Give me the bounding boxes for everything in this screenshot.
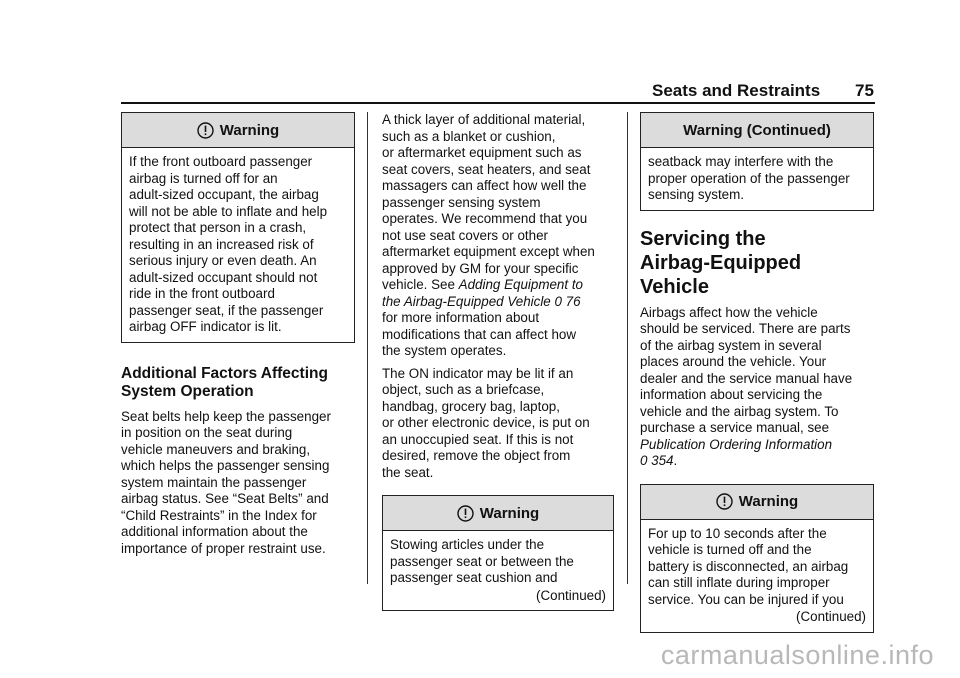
text-line: handbag, grocery bag, laptop, xyxy=(382,398,560,414)
warning-body xyxy=(122,148,354,342)
text-line: system maintain the passenger xyxy=(121,474,307,490)
text-line: Stowing articles under the xyxy=(390,537,545,552)
text-line: dealer and the service manual have xyxy=(640,370,853,386)
text-line: service. You can be injured if you xyxy=(648,591,844,607)
continued-label: (Continued) xyxy=(796,609,866,624)
text-line: vehicle and the airbag system. To xyxy=(640,403,839,419)
text-line: passenger sensing system xyxy=(382,194,541,210)
text-line: for more information about xyxy=(382,310,540,325)
text-line: will not be able to inflate and help xyxy=(129,203,328,219)
warning-icon xyxy=(457,505,474,522)
text-line: A thick layer of additional material, xyxy=(382,112,586,127)
text-line: information about servicing the xyxy=(640,387,823,402)
text-line: vehicle maneuvers and braking, xyxy=(121,441,311,457)
section-heading: Additional Factors Affecting xyxy=(121,364,328,382)
text-line: adult-sized occupant should not xyxy=(129,269,318,285)
text-line xyxy=(640,437,874,454)
text-line: in position on the seat during xyxy=(121,425,293,440)
warning-header xyxy=(641,113,873,148)
text-line: purchase a service manual, see xyxy=(640,420,830,435)
text-line: seatback may interfere with the xyxy=(648,154,834,169)
text-line: operates. We recommend that you xyxy=(382,211,588,226)
text-line: passenger seat cushion and xyxy=(390,570,558,585)
text-line: “Child Restraints” in the Index for xyxy=(121,507,317,523)
text-line xyxy=(382,294,614,311)
warning-body xyxy=(641,148,873,210)
text-line: If the front outboard passenger xyxy=(129,154,313,169)
warning-box xyxy=(382,495,614,611)
text-line: ride in the front outboard xyxy=(129,286,275,301)
text-line: massagers can affect how well the xyxy=(382,178,587,193)
warning-title: Warning xyxy=(219,121,280,139)
warning-box xyxy=(640,484,874,633)
text-line: For up to 10 seconds after the xyxy=(648,525,827,541)
text-line: modifications that can affect how xyxy=(382,326,577,342)
section-heading: Servicing the xyxy=(640,227,766,250)
text-line: the system operates. xyxy=(382,343,507,358)
column-1 xyxy=(121,112,355,557)
text-line: which helps the passenger sensing xyxy=(121,458,330,473)
text-line: places around the vehicle. Your xyxy=(640,354,827,369)
text-line: serious injury or even death. An xyxy=(129,253,317,268)
page-reference[interactable]: 0 76 xyxy=(554,293,581,309)
warning-box xyxy=(121,112,355,343)
warning-box-continued xyxy=(640,112,874,211)
cross-reference-link[interactable]: Adding Equipment to xyxy=(458,277,583,292)
text-line: object, such as a briefcase, xyxy=(382,382,545,397)
warning-header xyxy=(641,485,873,520)
header-rule xyxy=(121,102,875,104)
text-line: the seat. xyxy=(382,464,434,480)
text-line: of the airbag system in several xyxy=(640,337,822,353)
text-line: sensing system. xyxy=(648,187,745,202)
text-line: additional information about the xyxy=(121,524,308,539)
text-line: aftermarket equipment except when xyxy=(382,244,595,259)
cross-reference-link[interactable]: Publication Ordering Information xyxy=(640,436,833,452)
warning-body xyxy=(641,520,873,632)
page-reference[interactable]: 0 354 xyxy=(640,453,674,468)
page-number: 75 xyxy=(855,81,874,100)
section-heading: Airbag-Equipped Vehicle xyxy=(640,251,802,298)
text-line: airbag OFF indicator is lit. xyxy=(129,319,282,334)
text-line: vehicle is turned off and the xyxy=(648,542,812,557)
text-line: or other electronic device, is put on xyxy=(382,415,590,430)
column-2 xyxy=(382,112,614,611)
text-fragment: vehicle. See xyxy=(382,277,459,292)
warning-icon xyxy=(716,493,733,510)
text-line: resulting in an increased risk of xyxy=(129,236,314,252)
warning-body xyxy=(383,531,613,610)
warning-title: Warning (Continued) xyxy=(683,121,831,139)
column-divider xyxy=(627,112,628,584)
warning-title: Warning xyxy=(479,504,540,522)
text-line xyxy=(640,453,874,470)
text-line: seat covers, seat heaters, and seat xyxy=(382,161,591,177)
text-line: or aftermarket equipment such as xyxy=(382,145,582,160)
text-line: passenger seat or between the xyxy=(390,553,574,569)
text-line: airbag is turned off for an xyxy=(129,170,278,186)
text-line: airbag status. See “Seat Belts” and xyxy=(121,491,329,506)
text-line: such as a blanket or cushion, xyxy=(382,128,556,144)
text-line: The ON indicator may be lit if an xyxy=(382,365,574,381)
watermark: carmanualsonline.info xyxy=(660,640,934,670)
column-divider xyxy=(367,112,368,584)
text-line: battery is disconnected, an airbag xyxy=(648,558,849,574)
warning-icon xyxy=(197,122,214,139)
text-line: proper operation of the passenger xyxy=(648,170,850,186)
text-line: can still inflate during improper xyxy=(648,575,830,590)
section-heading: System Operation xyxy=(121,382,254,400)
section-title: Seats and Restraints xyxy=(652,81,821,100)
warning-header xyxy=(383,496,613,531)
warning-header xyxy=(122,113,354,148)
text-line: not use seat covers or other xyxy=(382,227,548,243)
text-line: adult-sized occupant, the airbag xyxy=(129,187,319,202)
text-line xyxy=(382,277,614,294)
warning-title: Warning xyxy=(738,493,799,510)
cross-reference-link[interactable]: the Airbag-Equipped Vehicle xyxy=(382,293,551,309)
text-line: should be serviced. There are parts xyxy=(640,321,851,336)
continued-label: (Continued) xyxy=(536,587,606,603)
text-line: protect that person in a crash, xyxy=(129,220,307,235)
column-3 xyxy=(640,112,874,633)
text-line: desired, remove the object from xyxy=(382,448,571,463)
text-line: an unoccupied seat. If this is not xyxy=(382,431,574,447)
text-line: Seat belts help keep the passenger xyxy=(121,408,331,424)
text-fragment: . xyxy=(673,453,678,468)
text-line: importance of proper restraint use. xyxy=(121,540,326,556)
text-line: passenger seat, if the passenger xyxy=(129,302,324,318)
text-line: Airbags affect how the vehicle xyxy=(640,304,818,320)
text-line: approved by GM for your specific xyxy=(382,260,579,276)
